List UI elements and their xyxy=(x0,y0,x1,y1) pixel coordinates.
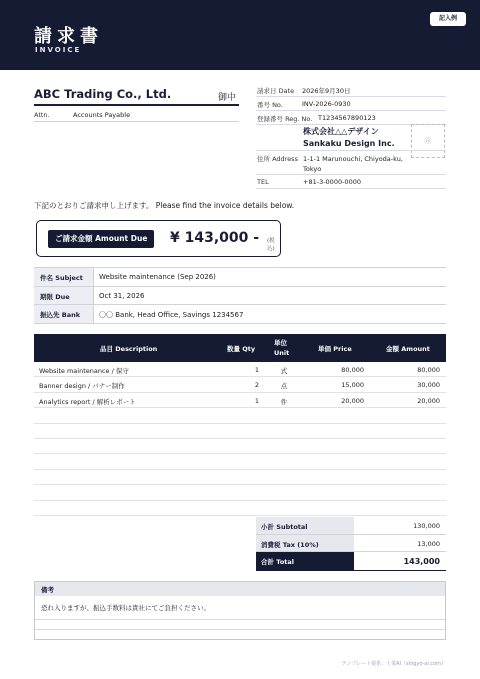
tel-label: TEL xyxy=(257,178,269,186)
cell-qty: 1 xyxy=(254,366,259,374)
info-label: 期限 Due xyxy=(34,287,94,305)
invoice-info-table xyxy=(34,267,446,324)
table-row xyxy=(34,362,446,377)
meta-label: 請求日 Date xyxy=(257,87,295,95)
cell-description: Website maintenance / 保守 xyxy=(39,367,129,375)
meta-value: INV-2026-0930 xyxy=(302,100,351,108)
table-row xyxy=(34,485,446,500)
info-value: Website maintenance (Sep 2026) xyxy=(99,273,216,281)
remarks-box xyxy=(34,581,446,640)
seal-stamp-box: ㊞ xyxy=(411,124,445,158)
header-amount: 金額 Amount xyxy=(386,345,430,353)
header-price: 単価 Price xyxy=(318,345,352,353)
remarks-blank-line xyxy=(35,620,445,630)
meta-row-date xyxy=(256,83,446,97)
table-row xyxy=(34,439,446,454)
issuer-divider xyxy=(256,150,446,151)
remarks-label: 備考 xyxy=(35,582,445,596)
info-label: 件名 Subject xyxy=(34,268,94,286)
info-row-bank xyxy=(34,305,446,324)
amount-due-box xyxy=(36,220,281,257)
table-row xyxy=(34,393,446,408)
address-value: 1-1-1 Marunouchi, Chiyoda-ku, Tokyo xyxy=(303,155,403,173)
tel-value: +81-3-0000-0000 xyxy=(303,178,361,186)
cell-qty: 2 xyxy=(254,381,259,390)
meta-value: 2026年9月30日 xyxy=(302,87,351,95)
client-underline xyxy=(34,104,239,106)
info-row-subject xyxy=(34,268,446,287)
header-description: 品目 Description xyxy=(100,345,158,353)
subtotal-label: 小計 Subtotal xyxy=(256,517,354,534)
client-honorific: 御中 xyxy=(218,93,237,103)
meta-label: 番号 No. xyxy=(257,101,283,109)
tax-value: 13,000 xyxy=(417,539,440,548)
attn-label: Attn. xyxy=(34,111,50,119)
address-label: 住所 Address xyxy=(257,155,298,163)
sample-badge: 記入例 xyxy=(430,12,466,26)
info-row-due xyxy=(34,287,446,306)
footer-credit: テンプレート提供：士業AI（shigyo-ai.com） xyxy=(341,661,446,667)
cell-price: 20,000 xyxy=(341,396,364,405)
header-qty: 数量 Qty xyxy=(227,345,256,353)
meta-row-registration xyxy=(256,111,446,125)
cell-price: 15,000 xyxy=(341,381,364,390)
info-value: Oct 31, 2026 xyxy=(99,291,145,300)
attn-underline xyxy=(34,121,239,122)
cell-unit: 件 xyxy=(280,397,288,406)
cell-description: Analytics report / 解析レポート xyxy=(39,397,136,406)
tax-row xyxy=(256,535,446,553)
meta-value: T1234567890123 xyxy=(318,114,376,122)
meta-row-number xyxy=(256,97,446,111)
table-row xyxy=(34,501,446,516)
cell-price: 80,000 xyxy=(341,366,364,374)
header-unit-en: Unit xyxy=(274,349,290,357)
tel-divider xyxy=(256,188,446,189)
tax-included-note: (税込) xyxy=(267,238,275,252)
cell-unit: 点 xyxy=(280,382,288,391)
cell-description: Banner design / バナー制作 xyxy=(39,382,125,391)
line-items-table xyxy=(34,334,446,516)
table-row xyxy=(34,377,446,392)
totals-table xyxy=(256,517,446,571)
remarks-text: 恐れ入りますが、振込手数料は貴社にてご負担ください。 xyxy=(35,596,445,620)
total-value: 143,000 xyxy=(403,557,440,566)
subtotal-value: 130,000 xyxy=(413,522,440,530)
total-label: 合計 Total xyxy=(256,552,354,570)
subtotal-row xyxy=(256,517,446,535)
cell-qty: 1 xyxy=(254,396,259,405)
header-unit-jp: 単位 xyxy=(274,339,287,347)
cell-amount: 80,000 xyxy=(417,366,440,374)
amount-due-value: ¥ 143,000 - xyxy=(170,230,260,246)
cell-amount: 30,000 xyxy=(417,381,440,390)
issuer-name-jp: 株式会社△△デザイン xyxy=(303,127,379,136)
document-subtitle: INVOICE xyxy=(35,46,82,54)
line-items-body xyxy=(34,362,446,516)
attn-value: Accounts Payable xyxy=(73,111,131,119)
issuer-name-en: Sankaku Design Inc. xyxy=(303,139,395,148)
cell-amount: 20,000 xyxy=(417,396,440,405)
document-title: 請求書 xyxy=(34,26,103,47)
client-name: ABC Trading Co., Ltd. xyxy=(34,87,172,101)
info-value: 〇〇 Bank, Head Office, Savings 1234567 xyxy=(99,311,244,319)
total-row xyxy=(256,552,446,571)
table-row xyxy=(34,408,446,423)
intro-text: 下記のとおりご請求申し上げます。 Please find the invoice details below. xyxy=(34,201,295,210)
amount-due-label: ご請求金額 Amount Due xyxy=(48,230,154,248)
table-row xyxy=(34,454,446,469)
address-divider xyxy=(256,174,446,175)
table-row xyxy=(34,470,446,485)
info-label: 振込先 Bank xyxy=(34,305,94,323)
tax-label: 消費税 Tax (10%) xyxy=(256,535,354,552)
meta-label: 登録番号 Reg. No. xyxy=(257,115,313,123)
cell-unit: 式 xyxy=(280,367,288,375)
table-row xyxy=(34,424,446,439)
line-items-header xyxy=(34,334,446,362)
invoice-header xyxy=(0,0,480,70)
